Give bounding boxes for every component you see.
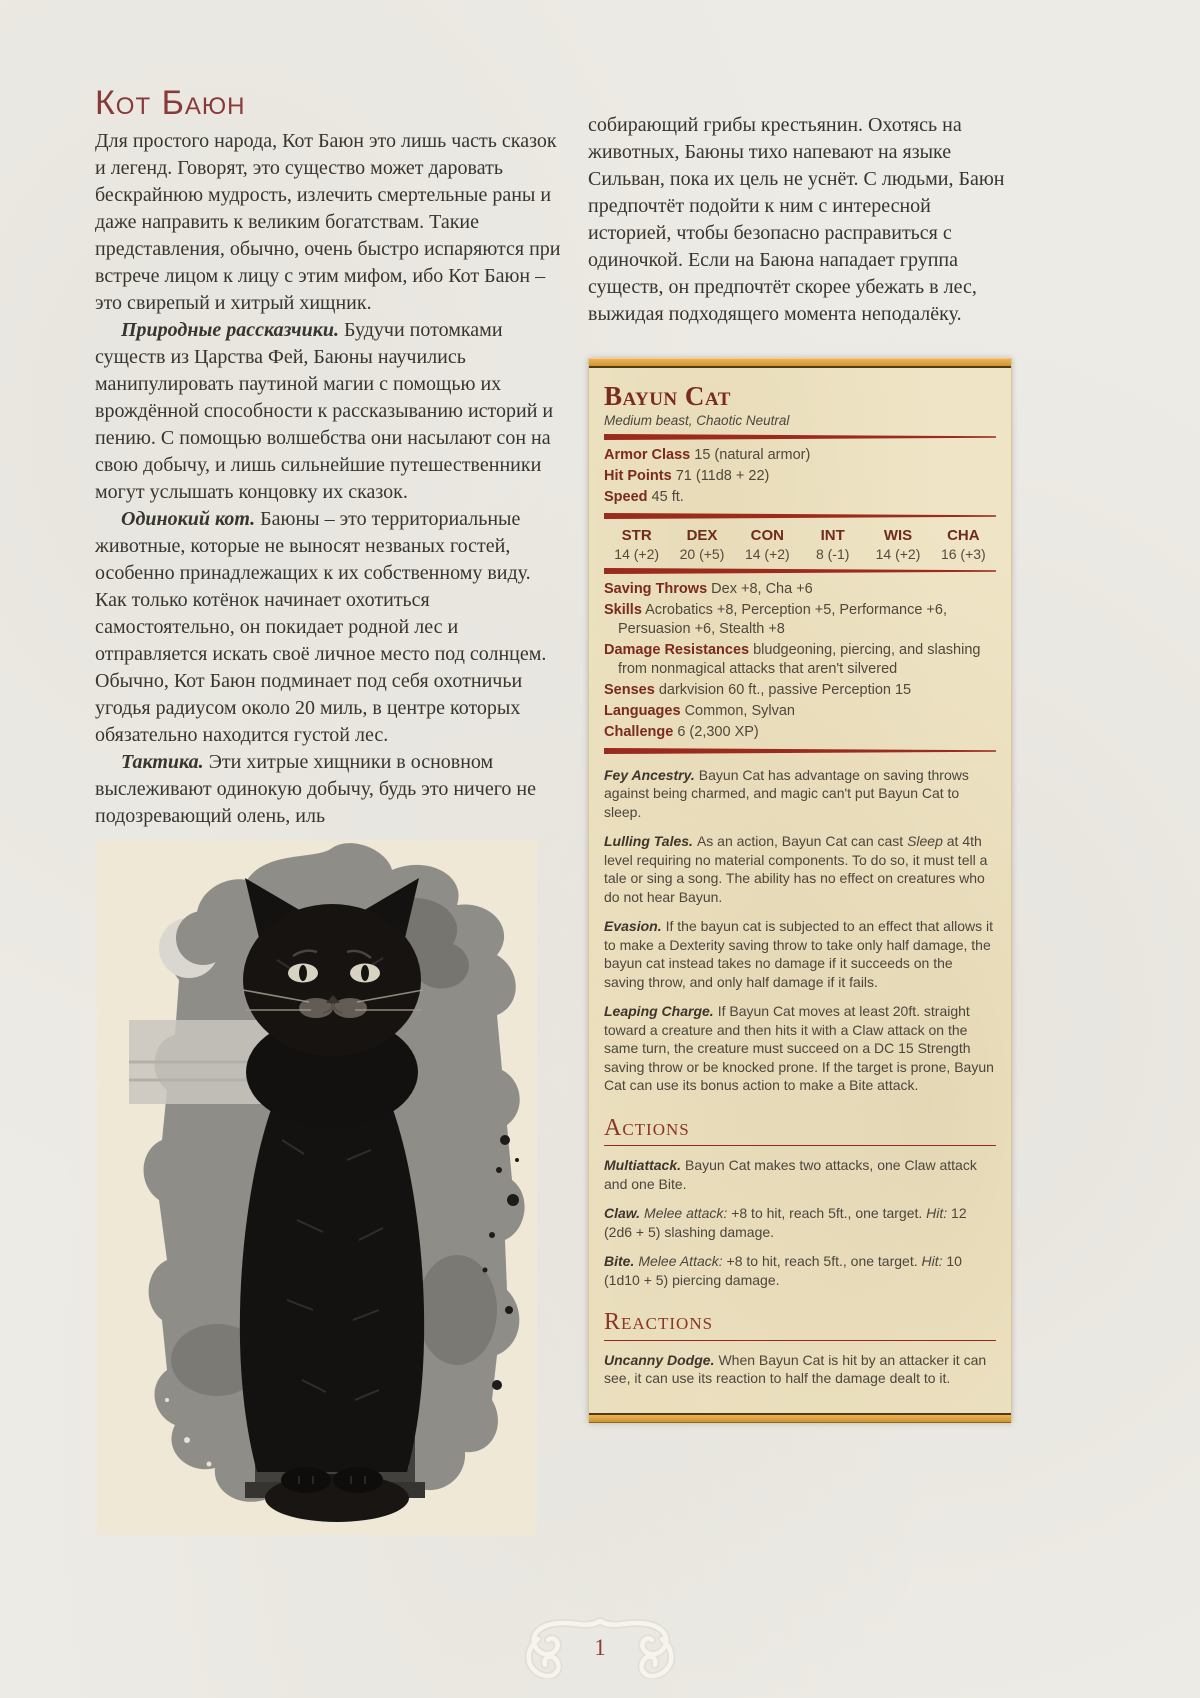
- property-line: [604, 580, 996, 599]
- ability-score: [669, 527, 734, 562]
- ability-abbr: CHA: [947, 526, 980, 544]
- ability-value: 14 (+2): [744, 545, 790, 562]
- trait-text: As an action, Bayun Cat can cast Sleep at 4th level requiring no material components. To do so, it must tell a tale or sing a song. The ability has no effect on creatures who do not hear Bayun.: [604, 833, 988, 905]
- paragraph: [95, 749, 567, 830]
- property-value: 71 (11d8 + 22): [675, 467, 770, 484]
- action: [604, 1156, 996, 1193]
- stat-block: [588, 358, 1012, 1423]
- black-cat: [240, 878, 424, 1522]
- property-line: [604, 641, 996, 679]
- ability-value: 14 (+2): [614, 545, 660, 562]
- actions: [604, 1156, 996, 1289]
- trait-name: Evasion.: [604, 918, 662, 935]
- paragraph-text: Будучи потомками существ из Царства Фей, Баюны научились манипулировать паутиной магии с помощью их врождённой способности к рассказыванию историй и пению. С помощью волшебства они насылают сон на свою добычу, и лишь сильнейшие путешественники могут услышать концовку их сказок.: [95, 318, 554, 503]
- paragraph-text: Для простого народа, Кот Баюн это лишь часть сказок и легенд. Говорят, это существо может даровать бескрайнюю мудрость, излечить смертельные раны и даже направить к великим богатствам. Такие представления, обычно, очень быстро испаряются при встрече лицом к лицу с этим мифом, ибо Кот Баюн – это свирепый и хитрый хищник.: [95, 129, 561, 314]
- ability-score: [735, 527, 800, 562]
- trait: [604, 917, 996, 991]
- traits: [604, 766, 996, 1095]
- reactions: [604, 1351, 996, 1388]
- right-column: [588, 112, 1012, 1423]
- property-value: 6 (2,300 XP): [677, 723, 759, 740]
- page-footer: [0, 1613, 1200, 1684]
- trait-text: If the bayun cat is subjected to an effect that allows it to make a Dexterity saving throw to take only half damage, the bayun cat instead takes no damage if it succeeds on the saving throw, and only half damage if it fails.: [604, 918, 993, 990]
- property-label: Challenge: [604, 723, 674, 740]
- statblock-top-border: [589, 358, 1011, 368]
- trait: [604, 766, 996, 822]
- left-column-text: [95, 128, 567, 830]
- base-properties: [604, 446, 996, 507]
- paragraph-lead: Одинокий кот.: [121, 507, 256, 530]
- left-column: [95, 86, 567, 1535]
- ability-abbr: WIS: [883, 526, 913, 544]
- ability-abbr: INT: [820, 526, 845, 544]
- ability-abbr: DEX: [686, 526, 718, 544]
- ability-score: [931, 527, 996, 562]
- paragraph-lead: Тактика.: [121, 750, 204, 773]
- ability-abbr: STR: [621, 526, 652, 544]
- reaction-text: When Bayun Cat is hit by an attacker it can see, it can use its reaction to half the damage dealt to it.: [604, 1351, 987, 1387]
- trait-text: Bayun Cat has advantage on saving throws against being charmed, and magic can't put Bayun Cat to sleep.: [604, 766, 969, 820]
- ability-abbr: CON: [750, 526, 784, 544]
- trait-name: Leaping Charge.: [604, 1003, 714, 1020]
- paragraph-text: Баюны – это территориальные животные, которые не выносят незваных гостей, особенно принадлежащих к их собственному виду. Как только котёнок начинает охотиться самостоятельно, он покидает родной лес и отправляется искать своё личное место под солнцем. Обычно, Кот Баюн подминает под себя охотничьи угодья радиусом около 20 миль, в центре которых обязательно находится густой лес.: [95, 507, 547, 746]
- paragraph-text: собирающий грибы крестьянин. Охотясь на животных, Баюны тихо напевают на языке Сильван, пока их цель не уснёт. С людьми, Баюн предпочтёт подойти к ним с интересной историей, чтобы безопасно расправиться с одиночкой. Если на Баюна нападает группа существ, он предпочтёт скорее убежать в лес, выжидая подходящего момента неподалёку.: [588, 114, 1005, 325]
- action-text: Bayun Cat makes two attacks, one Claw attack and one Bite.: [604, 1157, 977, 1192]
- property-line: [604, 601, 996, 639]
- ability-value: 20 (+5): [679, 545, 725, 562]
- tapered-rule: [604, 748, 996, 754]
- creature-type: Medium beast, Chaotic Neutral: [604, 412, 790, 428]
- paragraph: [95, 128, 567, 317]
- ability-value: 16 (+3): [940, 545, 986, 562]
- trait: [604, 832, 996, 906]
- reaction-name: Uncanny Dodge.: [604, 1351, 715, 1368]
- property-label: Speed: [604, 488, 648, 505]
- property-value: Acrobatics +8, Perception +5, Performance +6, Persuasion +6, Stealth +8: [618, 601, 947, 637]
- property-line: [604, 488, 996, 507]
- bayun-cat-illustration: [97, 840, 537, 1535]
- action-name: Bite.: [604, 1253, 635, 1270]
- action: [604, 1252, 996, 1289]
- property-line: [604, 467, 996, 486]
- reactions-heading: Reactions: [604, 1309, 996, 1341]
- ability-score: [604, 527, 669, 562]
- action-name: Multiattack.: [604, 1157, 682, 1174]
- right-column-text: [588, 112, 1012, 328]
- paragraph-lead: Природные рассказчики.: [121, 318, 340, 341]
- trait: [604, 1002, 996, 1095]
- ability-value: 14 (+2): [875, 545, 921, 562]
- property-value: 15 (natural armor): [694, 446, 811, 463]
- property-label: Damage Resistances: [604, 641, 750, 658]
- property-value: darkvision 60 ft., passive Perception 15: [658, 681, 912, 698]
- ability-value: 8 (-1): [815, 545, 850, 562]
- paragraph: [95, 317, 567, 506]
- ability-score: [865, 527, 930, 562]
- tapered-rule: [604, 568, 996, 574]
- property-value: 45 ft.: [651, 488, 684, 505]
- trait-name: Lulling Tales.: [604, 833, 693, 850]
- action-text: Melee Attack: +8 to hit, reach 5ft., one target. Hit: 10 (1d10 + 5) piercing damage.: [604, 1253, 962, 1288]
- property-label: Languages: [604, 702, 681, 719]
- property-line: [604, 702, 996, 721]
- property-value: bludgeoning, piercing, and slashing from nonmagical attacks that aren't silvered: [618, 641, 981, 677]
- property-label: Skills: [604, 601, 642, 618]
- ability-scores: [604, 527, 996, 562]
- property-line: [604, 446, 996, 465]
- action-name: Claw.: [604, 1205, 641, 1222]
- trait-text: If Bayun Cat moves at least 20ft. straight toward a creature and then hits it with a Claw attack on the same turn, the creature must succeed on a DC 15 Strength saving throw or be knocked prone. If the target is prone, Bayun Cat can use its bonus action to make a Bite attack.: [604, 1003, 994, 1094]
- tapered-rule: [604, 434, 996, 440]
- tapered-rule: [604, 513, 996, 519]
- paragraph: [95, 506, 567, 749]
- action: [604, 1204, 996, 1241]
- property-value: Dex +8, Cha +6: [711, 580, 813, 597]
- paragraph-text: Эти хитрые хищники в основном выслеживают одинокую добычу, будь это ничего не подозревающий олень, иль: [95, 750, 536, 827]
- statblock-bottom-border: [589, 1413, 1011, 1423]
- reaction: [604, 1351, 996, 1388]
- page-title: Кот Баюн: [95, 84, 246, 122]
- property-label: Hit Points: [604, 467, 672, 484]
- moon-shadow: [176, 911, 230, 965]
- ability-score: [800, 527, 865, 562]
- property-value: Common, Sylvan: [684, 702, 795, 719]
- paragraph: [588, 112, 1012, 328]
- creature-name: Bayun Cat: [604, 381, 731, 411]
- page-number: 1: [594, 1635, 606, 1660]
- actions-heading: Actions: [604, 1115, 996, 1147]
- property-label: Armor Class: [604, 446, 691, 463]
- property-label: Senses: [604, 681, 655, 698]
- property-line: [604, 681, 996, 700]
- action-text: Melee attack: +8 to hit, reach 5ft., one target. Hit: 12 (2d6 + 5) slashing damage.: [604, 1205, 967, 1240]
- property-line: [604, 723, 996, 742]
- detail-properties: [604, 580, 996, 742]
- trait-name: Fey Ancestry.: [604, 766, 695, 783]
- property-label: Saving Throws: [604, 580, 708, 597]
